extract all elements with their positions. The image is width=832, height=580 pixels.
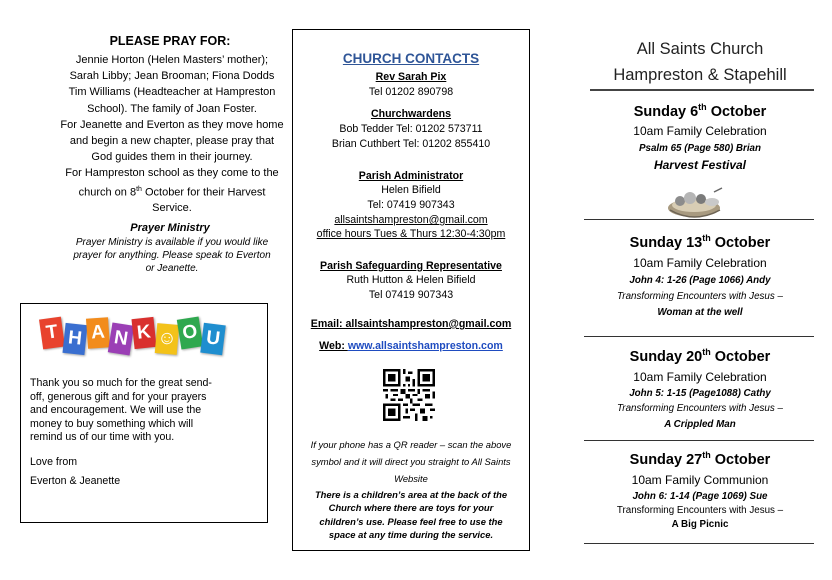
prayer-ministry-text <box>14 236 330 275</box>
church-title <box>584 36 816 88</box>
pray-line: Sarah Libby; Jean Brooman; Fiona Dodds <box>69 70 275 83</box>
bible-reading: John 6: 1-14 (Page 1069) Sue <box>632 491 768 502</box>
contacts-heading: CHURCH CONTACTS <box>342 51 480 66</box>
thanks-signature: Everton & Jeanette <box>30 475 121 487</box>
service-title: Woman at the well <box>657 307 743 318</box>
service-title: A Crippled Man <box>664 419 736 430</box>
qr-instructions: If your phone has a QR reader – scan the above symbol and it will direct you straight to All Saints Website <box>310 439 512 484</box>
service-theme: Transforming Encounters with Jesus – <box>617 403 783 414</box>
service-name: 10am Family Communion <box>631 473 769 487</box>
thanks-line: money to buy something which will <box>30 417 194 430</box>
churchwardens-heading: Churchwardens <box>370 108 452 120</box>
qr-code-image <box>383 368 435 422</box>
bible-reading: John 4: 1-26 (Page 1066) Andy <box>629 275 771 286</box>
divider <box>584 336 814 337</box>
thank-you-box <box>20 303 268 523</box>
sunday-heading: Sunday 6th October <box>633 102 767 120</box>
safeguarding-tel: Tel 07419 907343 <box>368 289 454 301</box>
thank-you-banner-letter: O <box>177 316 203 349</box>
website-link[interactable]: www.allsaintshampreston.com <box>347 340 503 352</box>
thank-you-banner-letter: A <box>86 317 110 348</box>
pray-heading: PLEASE PRAY FOR: <box>109 34 231 48</box>
thank-you-banner-letter: N <box>108 322 134 355</box>
safeguarding-heading: Parish Safeguarding Representative <box>320 260 502 272</box>
admin-name: Helen Bifield <box>381 184 441 196</box>
service-title: Harvest Festival <box>653 158 747 172</box>
service-name: 10am Family Celebration <box>633 256 767 270</box>
service-name: 10am Family Celebration <box>633 370 767 384</box>
harvest-basket-image <box>664 184 728 220</box>
pray-line: and begin a new chapter, please pray that <box>69 135 275 148</box>
contact-email-link[interactable]: Email: allsaintshampreston@gmail.com <box>310 318 512 330</box>
bible-reading: John 5: 1-15 (Page1088) Cathy <box>629 388 771 399</box>
pray-text <box>14 52 330 217</box>
thanks-line: remind us of our time with you. <box>30 431 175 443</box>
admin-email-link[interactable]: allsaintshampreston@gmail.com <box>334 214 488 226</box>
pray-line: Jennie Horton (Helen Masters’ mother); <box>75 54 269 66</box>
thanks-love-from: Love from <box>30 456 78 468</box>
pray-line: church on 8th October for their Harvest <box>78 185 266 199</box>
childrens-area-note: There is a children’s area at the back of the Church where there are toys for your children’s use. Please feel free to use the space at any time during the service. <box>314 489 508 541</box>
thanks-line: and encouragement. We will use the <box>30 404 202 416</box>
church-title-line-1: All Saints Church <box>636 40 764 58</box>
thanks-line: Thank you so much for the great send- <box>30 377 212 389</box>
thank-you-banner-letter: K <box>131 317 156 349</box>
sunday-heading: Sunday 20th October <box>629 347 771 365</box>
service-title: A Big Picnic <box>671 519 729 530</box>
service-theme: Transforming Encounters with Jesus – <box>616 505 784 516</box>
sunday-heading: Sunday 13th October <box>629 233 771 251</box>
divider <box>584 543 814 544</box>
thank-you-banner-letter: U <box>200 323 225 355</box>
pm-line: or Jeanette. <box>145 263 199 274</box>
thanks-line: off, generous gift and for your prayers <box>30 390 207 403</box>
divider <box>584 219 814 220</box>
thank-you-banner-letter: T <box>39 317 65 350</box>
vicar-tel: Tel 01202 890798 <box>368 86 454 98</box>
church-contacts-box <box>292 29 530 551</box>
service-theme: Transforming Encounters with Jesus – <box>617 291 783 302</box>
pray-line: School). The family of Joan Foster. <box>87 102 257 115</box>
vicar-name: Rev Sarah Pix <box>375 71 447 83</box>
title-divider <box>590 89 814 91</box>
prayer-ministry-heading: Prayer Ministry <box>130 222 210 234</box>
thank-you-banner-letter: ☺ <box>155 323 180 355</box>
pray-line: God guides them in their journey. <box>91 151 253 164</box>
safeguarding-names: Ruth Hutton & Helen Bifield <box>346 274 476 286</box>
divider <box>584 440 814 441</box>
admin-office-hours: office hours Tues & Thurs 12:30-4:30pm <box>316 228 506 240</box>
bible-reading: Psalm 65 (Page 580) Brian <box>639 143 761 154</box>
admin-tel: Tel: 07419 907343 <box>367 199 455 211</box>
thank-you-message <box>30 377 262 445</box>
warden-2: Brian Cuthbert Tel: 01202 855410 <box>331 138 491 150</box>
pray-line: For Jeanette and Everton as they move home <box>60 118 284 131</box>
pray-line: Tim Williams (Headteacher at Hampreston <box>68 86 276 99</box>
thank-you-banner-letter: H <box>62 323 87 355</box>
pm-line: prayer for anything. Please speak to Everton <box>73 250 271 261</box>
pray-line: For Hampreston school as they come to the <box>65 167 279 180</box>
church-title-line-2: Hampreston & Stapehill <box>613 66 787 84</box>
warden-1: Bob Tedder Tel: 01202 573711 <box>339 123 483 135</box>
sunday-heading: Sunday 27th October <box>629 450 771 468</box>
admin-heading: Parish Administrator <box>358 170 464 182</box>
pm-line: Prayer Ministry is available if you would like <box>75 237 269 248</box>
service-name: 10am Family Celebration <box>633 124 767 138</box>
thank-you-banner-image <box>41 316 229 360</box>
web-line: Web: www.allsaintshampreston.com <box>319 340 503 352</box>
pray-line: Service. <box>152 202 192 215</box>
